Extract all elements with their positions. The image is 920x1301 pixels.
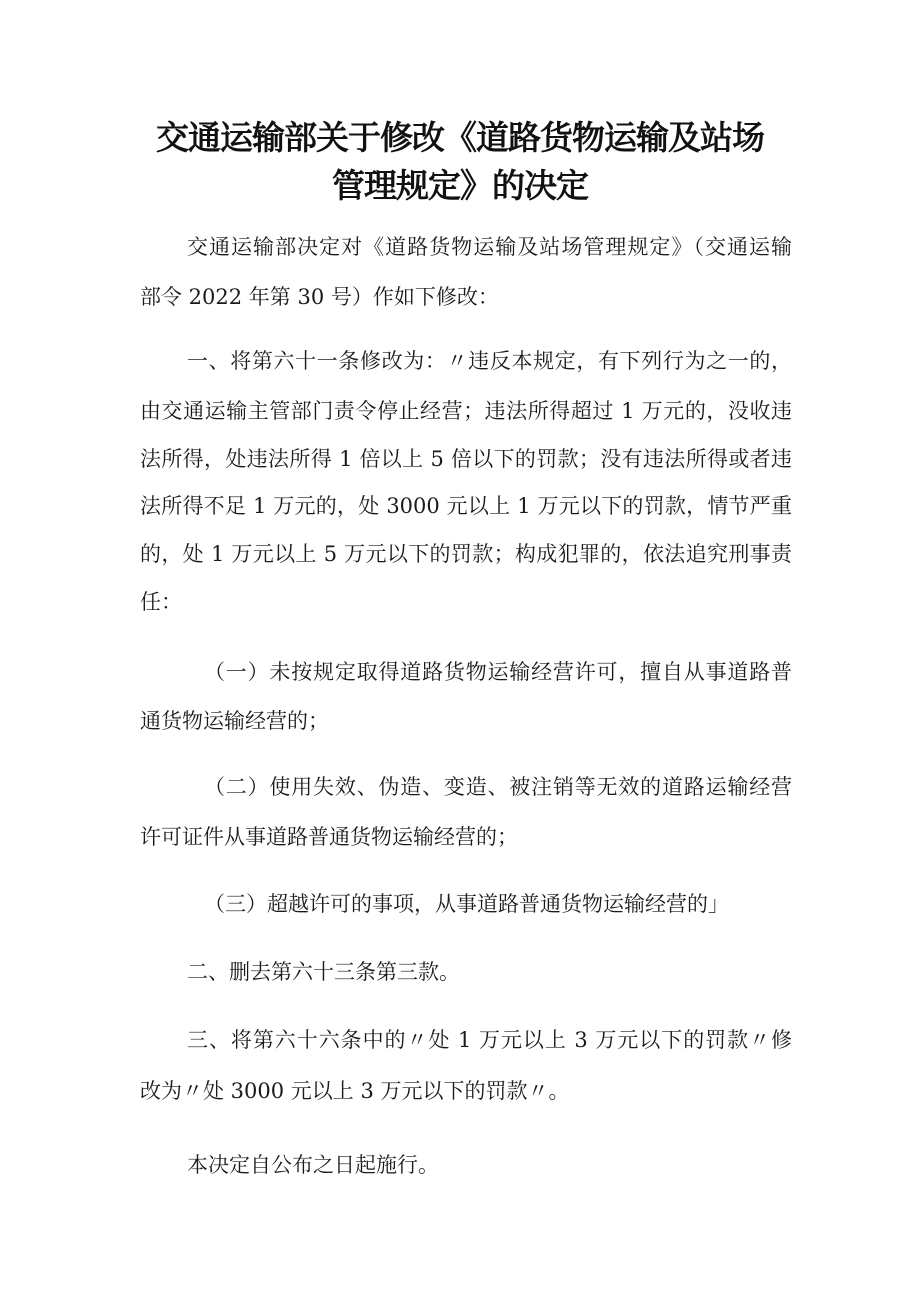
item1-line-4: 法所得不足 1 万元的，处 3000 元以上 1 万元以下的罚款，情节严重 bbox=[140, 494, 792, 518]
item1-line-6: 任： bbox=[140, 590, 182, 614]
closing-line: 本决定自公布之日起施行。 bbox=[187, 1153, 439, 1177]
sub1-line-2: 通货物运输经营的； bbox=[140, 709, 329, 733]
item3-line-2: 改为〃处 3000 元以上 3 万元以下的罚款〃。 bbox=[140, 1079, 570, 1103]
sub2-line-2: 许可证件从事道路普通货物运输经营的； bbox=[140, 825, 518, 849]
intro-line-2: 部令 2022 年第 30 号）作如下修改： bbox=[140, 285, 499, 309]
sub3-line-1: （三）超越许可的事项，从事道路普通货物运输经营的」 bbox=[204, 892, 729, 916]
item1-line-5: 的，处 1 万元以上 5 万元以下的罚款；构成犯罪的，依法追究刑事责 bbox=[140, 542, 792, 566]
document-title-line-2: 管理规定》的决定 bbox=[332, 166, 588, 205]
item1-line-3: 法所得，处违法所得 1 倍以上 5 倍以下的罚款；没有违法所得或者违 bbox=[140, 447, 792, 471]
intro-line-1: 交通运输部决定对《道路货物运输及站场管理规定》（交通运输 bbox=[187, 235, 792, 259]
item1-line-1: 一、将第六十一条修改为：〃违反本规定，有下列行为之一的， bbox=[187, 349, 792, 373]
sub2-line-1: （二）使用失效、伪造、变造、被注销等无效的道路运输经营 bbox=[204, 775, 792, 799]
document-title-line-1: 交通运输部关于修改《道路货物运输及站场 bbox=[156, 118, 764, 157]
item3-line-1: 三、将第六十六条中的〃处 1 万元以上 3 万元以下的罚款〃修 bbox=[187, 1028, 792, 1052]
sub1-line-1: （一）未按规定取得道路货物运输经营许可，擅自从事道路普 bbox=[204, 660, 792, 684]
item2-line: 二、删去第六十三条第三款。 bbox=[187, 960, 460, 984]
item1-line-2: 由交通运输主管部门责令停止经营；违法所得超过 1 万元的，没收违 bbox=[140, 399, 792, 423]
